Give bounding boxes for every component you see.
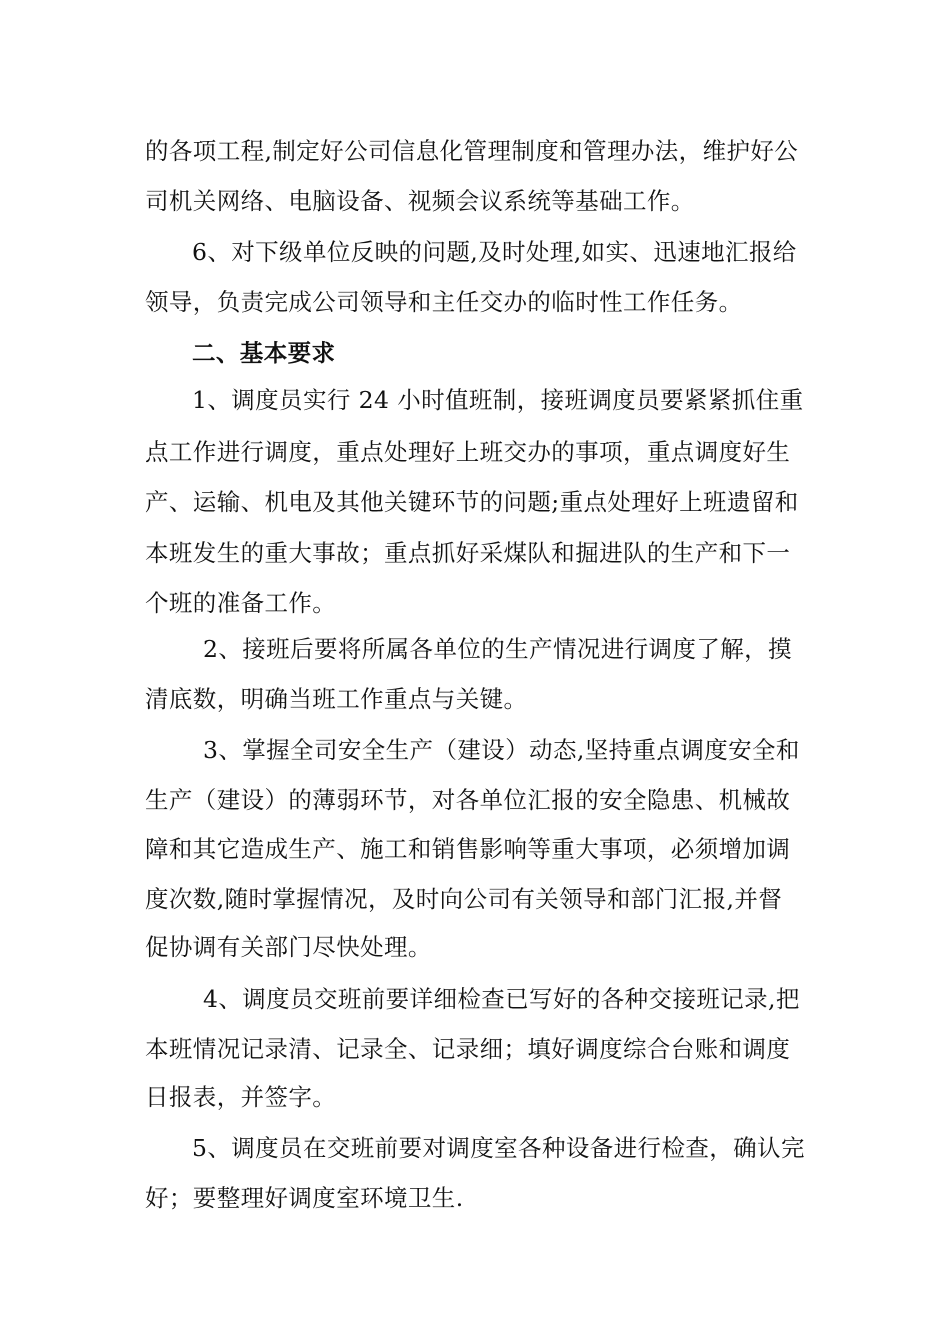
text-line: 的各项工程,制定好公司信息化管理制度和管理办法，维护好公 [145,137,799,165]
text-line: 3、掌握全司安全生产（建设）动态,坚持重点调度安全和 [203,736,800,764]
text-line: 好；要整理好调度室环境卫生. [145,1184,464,1212]
text-line: 司机关网络、电脑设备、视频会议系统等基础工作。 [145,187,695,215]
text-line: 2、接班后要将所属各单位的生产情况进行调度了解，摸 [203,635,792,663]
text-line: 个班的准备工作。 [145,589,337,617]
text-line: 领导，负责完成公司领导和主任交办的临时性工作任务。 [145,288,743,316]
text-line: 4、调度员交班前要详细检查已写好的各种交接班记录,把 [203,985,800,1013]
text-line: 生产（建设）的薄弱环节，对各单位汇报的安全隐患、机械故 [145,786,791,814]
text-line: 促协调有关部门尽快处理。 [145,933,432,961]
text-line: 清底数，明确当班工作重点与关键。 [145,685,528,713]
text-line: 5、调度员在交班前要对调度室各种设备进行检查，确认完 [192,1134,805,1162]
text-line: 障和其它造成生产、施工和销售影响等重大事项，必须增加调 [145,835,791,863]
text-line: 6、对下级单位反映的问题,及时处理,如实、迅速地汇报给 [192,238,797,266]
text-line: 产、运输、机电及其他关键环节的问题;重点处理好上班遗留和 [145,488,799,516]
section-heading: 二、基本要求 [192,339,336,367]
text-line: 本班情况记录清、记录全、记录细；填好调度综合台账和调度 [145,1035,791,1063]
text-line: 点工作进行调度，重点处理好上班交办的事项，重点调度好生 [145,438,791,466]
text-line: 本班发生的重大事故；重点抓好采煤队和掘进队的生产和下一 [145,539,791,567]
text-line: 1、调度员实行 24 小时值班制，接班调度员要紧紧抓住重 [192,386,804,414]
text-line: 日报表，并签字。 [145,1083,337,1111]
text-line: 度次数,随时掌握情况，及时向公司有关领导和部门汇报,并督 [145,885,783,913]
